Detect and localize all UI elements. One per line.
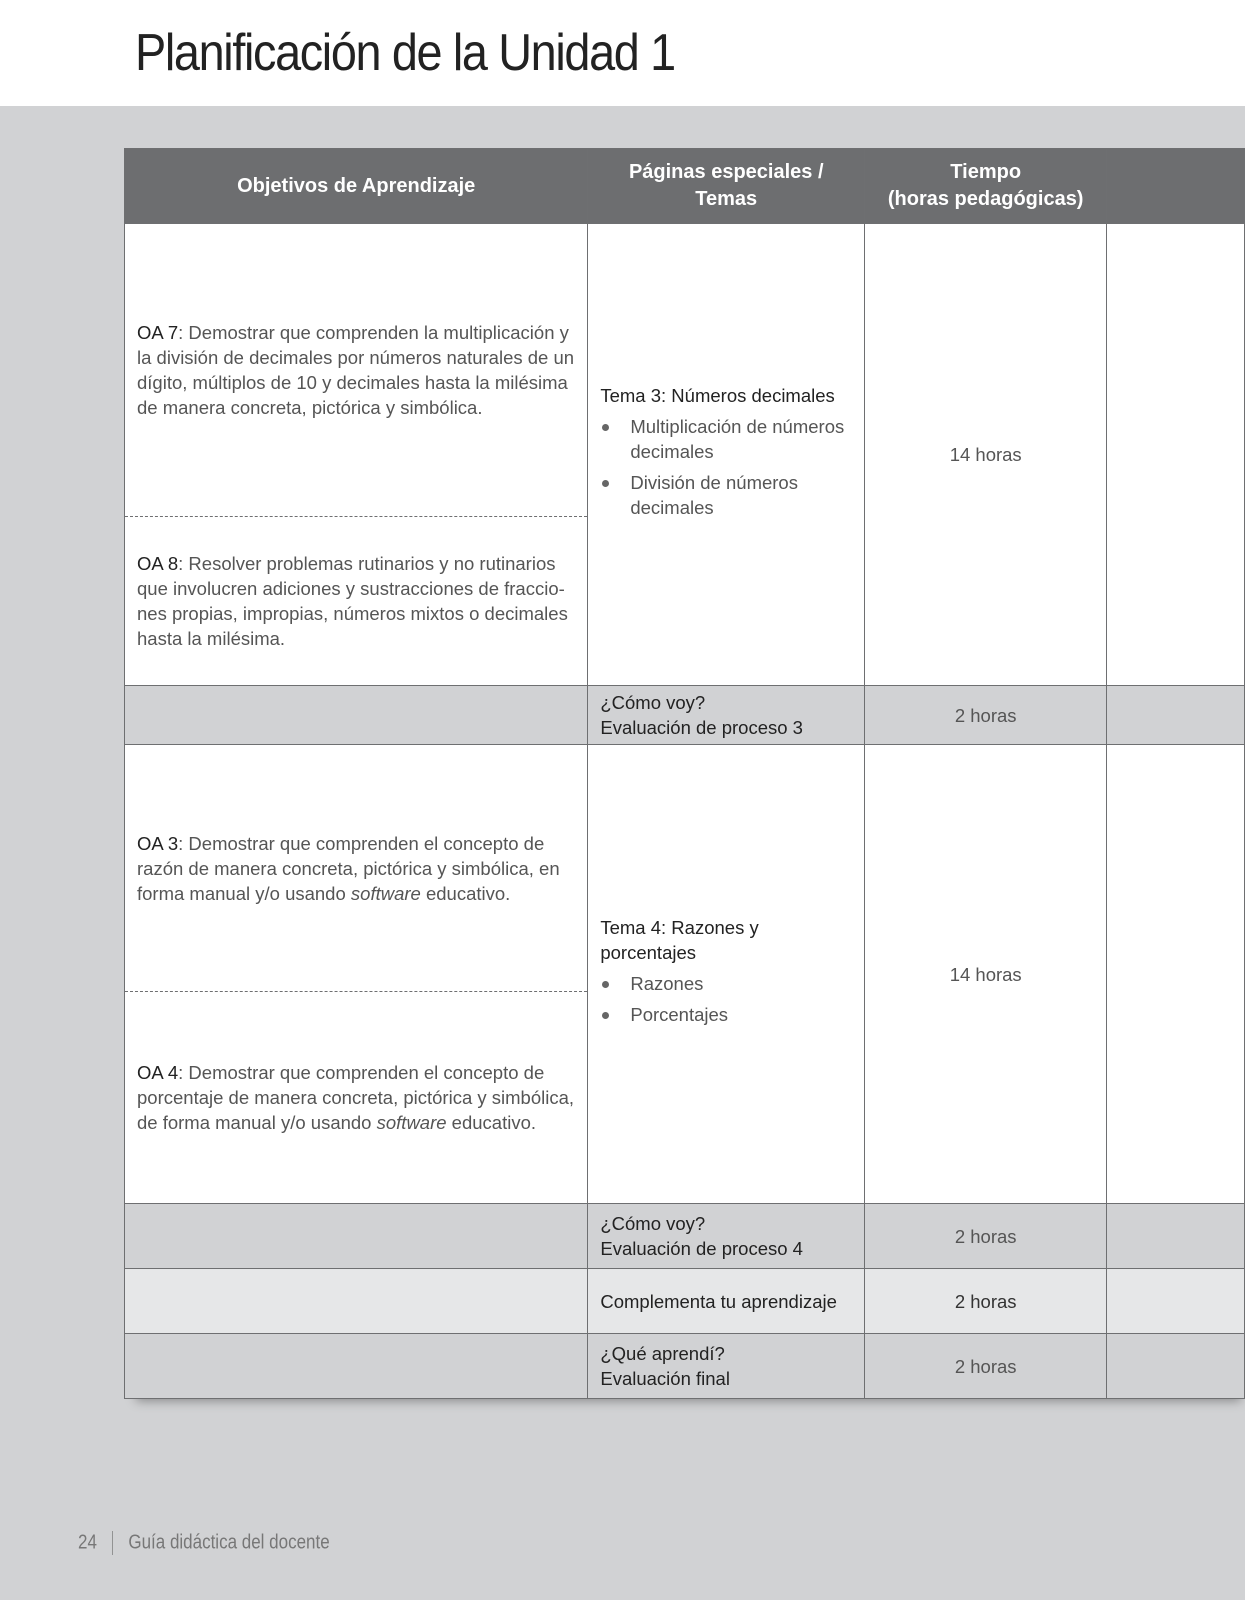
page-number: 24: [78, 1531, 97, 1554]
table-row: [125, 1334, 1245, 1399]
oa-text: : Demostrar que comprenden el concepto de razón de manera concreta, pictórica y simbólica, en forma manual y/o usando: [137, 832, 560, 904]
extra-cell: [1107, 1269, 1245, 1334]
oa-cell: [125, 745, 588, 1204]
pagina-line1: ¿Cómo voy?: [600, 1213, 706, 1234]
page-title: Planificación de la Unidad 1: [135, 24, 675, 82]
tema-cell: [588, 224, 865, 686]
oa-text: : Demostrar que comprenden el concepto de porcentaje de manera concreta, pictórica y simbólica, de forma manual y/o usando: [137, 1061, 575, 1133]
oa-text: educativo.: [420, 882, 511, 904]
oa-cell: [125, 224, 588, 686]
planning-table: [124, 148, 1245, 1399]
tema-list: [600, 971, 852, 1027]
oa-block: [125, 225, 587, 517]
oa-cell-empty: [125, 1204, 588, 1269]
extra-cell: [1107, 745, 1245, 1204]
time-cell: 2 horas: [865, 1269, 1107, 1334]
oa-block: [125, 992, 587, 1203]
oa-cell-empty: [125, 686, 588, 745]
table-row: [125, 745, 1245, 1204]
header-tiempo-line2: (horas pedagógicas): [887, 188, 1084, 210]
tema-title: Tema 4: Razones y porcentajes: [600, 917, 759, 963]
header-objetivos: Objetivos de Aprendizaje: [125, 149, 588, 224]
tema-list: [600, 414, 852, 520]
extra-cell: [1107, 1204, 1245, 1269]
table-row: [125, 1204, 1245, 1269]
extra-cell: [1107, 224, 1245, 686]
oa-text: : Demostrar que comprenden la multiplicación y la división de decimales por números naturales de un dígito, múltiplos de 10 y decimales hasta la milésima de manera concreta, pictórica y simbólica.: [137, 322, 575, 418]
pagina-line2: Evaluación de proceso 3: [600, 717, 803, 738]
list-item: Porcentajes: [600, 1002, 852, 1027]
time-cell: 14 horas: [865, 224, 1107, 686]
time-cell: 2 horas: [865, 1334, 1107, 1399]
tema-title: Tema 3: Números decimales: [600, 385, 835, 406]
header-paginas-line2: Temas: [695, 188, 758, 210]
extra-cell: [1107, 686, 1245, 745]
extra-cell: [1107, 1334, 1245, 1399]
list-item: Multiplicación de números decimales: [600, 414, 852, 464]
header-row: [125, 149, 1245, 224]
tema-cell: [588, 745, 865, 1204]
oa-code: OA 7: [137, 322, 179, 343]
time-cell: 2 horas: [865, 1204, 1107, 1269]
table-row: [125, 686, 1245, 745]
oa-code: OA 4: [137, 1061, 179, 1083]
oa-text: educativo.: [446, 1111, 537, 1133]
oa-block: [125, 746, 587, 992]
pagina-line1: ¿Cómo voy?: [600, 692, 706, 713]
list-item: División de números decimales: [600, 470, 852, 520]
oa-cell-empty: [125, 1334, 588, 1399]
list-item: Razones: [600, 971, 852, 996]
table-row: [125, 224, 1245, 686]
time-cell: 14 horas: [865, 745, 1107, 1204]
header-paginas-line1: Páginas especiales /: [628, 161, 824, 183]
header-tiempo: [865, 149, 1107, 224]
pagina-cell: Complementa tu aprendizaje: [588, 1269, 865, 1334]
pagina-line2: Evaluación final: [600, 1368, 730, 1389]
pagina-cell: [588, 686, 865, 745]
table-row: [125, 1269, 1245, 1334]
header-extra: [1107, 149, 1245, 224]
oa-text: : Resolver problemas rutinarios y no rutinarios que involucren adiciones y sustracciones de fracciones propias, impropias, números mixtos o decimales hasta la milésima.: [137, 552, 568, 649]
page-footer: [78, 1531, 330, 1555]
oa-code: OA 8: [137, 552, 179, 574]
oa-block: [125, 517, 587, 685]
header-paginas: [588, 149, 865, 224]
header-tiempo-line1: Tiempo: [950, 161, 1022, 183]
oa-text-italic: software: [350, 882, 421, 904]
pagina-cell: [588, 1334, 865, 1399]
footer-text: Guía didáctica del docente: [128, 1531, 330, 1554]
oa-cell-empty: [125, 1269, 588, 1334]
pagina-line2: Evaluación de proceso 4: [600, 1238, 803, 1259]
oa-text-italic: software: [376, 1111, 447, 1133]
footer-separator: [112, 1531, 113, 1555]
pagina-cell: [588, 1204, 865, 1269]
oa-code: OA 3: [137, 832, 179, 854]
pagina-line1: ¿Qué aprendí?: [600, 1343, 725, 1364]
time-cell: 2 horas: [865, 686, 1107, 745]
